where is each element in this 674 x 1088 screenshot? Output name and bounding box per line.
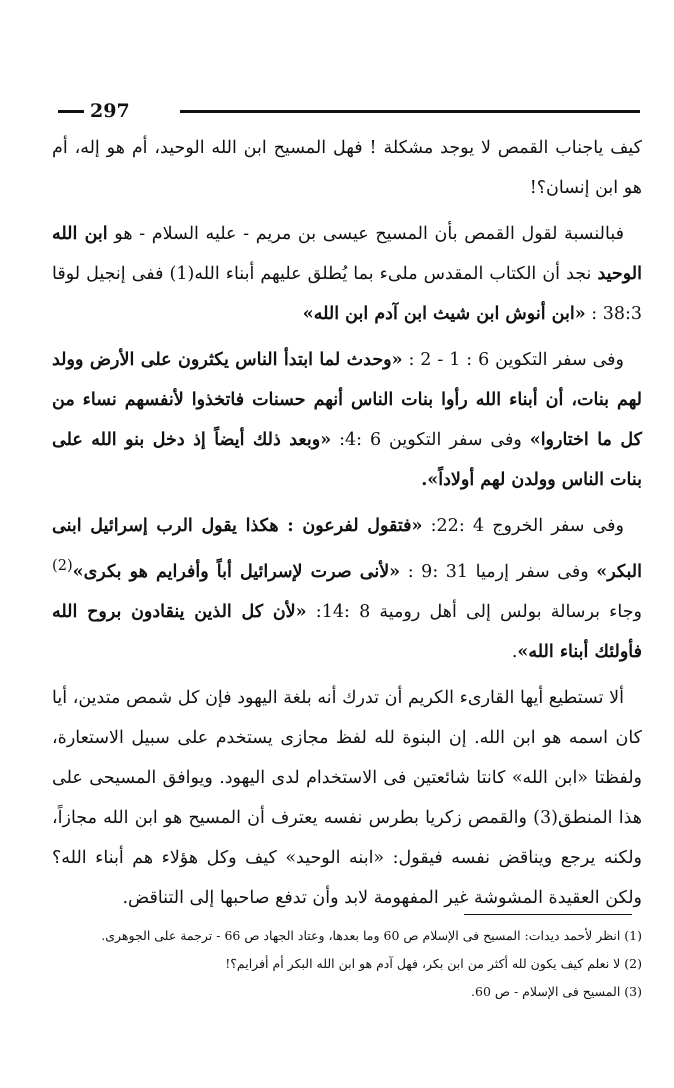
paragraph-2-quote: «ابن أنوش ابن شيث ابن آدم ابن الله» bbox=[302, 304, 586, 324]
paragraph-5-text: ألا تستطيع أيها القارىء الكريم أن تدرك أنه بلغة اليهود فإن كل شمص متدين، أيا كان اسمه هو ابن الله. إن البنوة لله لفظ مجازى يستخدم على سبيل الاستعارة، ولفظتا «ابن الله» كانتا شائعتين فى الاستخدام لدى اليهود. ويوافق المسيحى على هذا المنطق(3) والقمص زكريا بطرس نفسه يعترف أن المسيح هو ابن الله مجازاً، ولكنه يرجع ويناقض نفسه فيقول: «ابنه الوحيد» كيف وكل هؤلاء هم أبناء الله؟ ولكن العقيدة المشوشة غير المفهومة لابد وأن تدفع صاحبها إلى التناقض. bbox=[52, 687, 642, 908]
paragraph-2-text-c: نجد أن الكتاب المقدس ملىء بما يُطلق عليهم أبناء الله(1) ففى إنجيل لوقا 38:3 : bbox=[52, 264, 642, 324]
footnote-2: (2) لا نعلم كيف يكون لله أكثر من ابن بكر، فهل آدم هو ابن الله البكر أم أفرايم؟! bbox=[225, 956, 642, 971]
paragraph-4 bbox=[52, 506, 642, 672]
page-number: 297 bbox=[90, 100, 130, 122]
header-rule bbox=[180, 110, 640, 113]
main-text bbox=[52, 128, 642, 924]
footnote-ref-2: (2) bbox=[52, 557, 73, 574]
paragraph-2-text-a: فبالنسبة لقول القمص بأن المسيح عيسى بن مريم - عليه السلام - هو bbox=[107, 224, 624, 244]
paragraph-1-text: كيف ياجناب القمص لا يوجد مشكلة ! فهل المسيح ابن الله الوحيد، أم هو إله، أم هو ابن إنسان؟! bbox=[52, 138, 642, 198]
paragraph-4-quote-2: «لأنى صرت لإسرائيل أباً وأفرايم هو بكرى» bbox=[72, 561, 401, 582]
page-header bbox=[58, 96, 640, 126]
footnote-3: (3) المسيح فى الإسلام - ص 60. bbox=[471, 984, 642, 999]
paragraph-4-quote-1: «فتقول لفرعون : هكذا يقول الرب إسرائيل ابنى البكر» bbox=[52, 516, 642, 582]
footnotes bbox=[40, 922, 642, 1006]
paragraph-3-quote-2: «وبعد ذلك أيضاً إذ دخل بنو الله على بنات الناس وولدن لهم أولاداً». bbox=[52, 430, 642, 490]
footnote-separator bbox=[464, 914, 632, 915]
paragraph-3-text-a: وفى سفر التكوين 6 : 1 - 2 : bbox=[402, 350, 624, 370]
paragraph-5 bbox=[52, 678, 642, 918]
paragraph-3-text-c: وفى سفر التكوين 6 :4: bbox=[331, 430, 530, 450]
paragraph-2 bbox=[52, 214, 642, 334]
footnote-1: (1) انظر لأحمد ديدات: المسيح فى الإسلام ص 60 وما بعدها، وعتاد الجهاد ص 66 - ترجمة على الجوهرى. bbox=[101, 928, 642, 943]
paragraph-3-quote-1: «وحدث لما ابتدأ الناس يكثرون على الأرض وولد لهم بنات، أن أبناء الله رأوا بنات الناس أنهم حسنات فاتخذوا لأنفسهم نساء من كل ما اختاروا» bbox=[52, 350, 642, 450]
paragraph-4-quote-3: «لأن كل الذين ينقادون بروح الله فأولئك أبناء الله» bbox=[52, 601, 642, 662]
paragraph-1 bbox=[52, 128, 642, 208]
paragraph-4-text-c: وفى سفر إرميا 31 :9 : bbox=[400, 561, 597, 582]
paragraph-3 bbox=[52, 340, 642, 500]
paragraph-4-text-f: وجاء برسالة بولس إلى أهل رومية 8 :14: bbox=[306, 601, 643, 622]
paragraph-4-text-a: وفى سفر الخروج 4 :22: bbox=[422, 516, 624, 536]
paragraph-4-end: . bbox=[511, 641, 518, 662]
paragraph-2-bold-b: ابن الله الوحيد bbox=[52, 224, 642, 284]
header-dash bbox=[58, 110, 84, 113]
